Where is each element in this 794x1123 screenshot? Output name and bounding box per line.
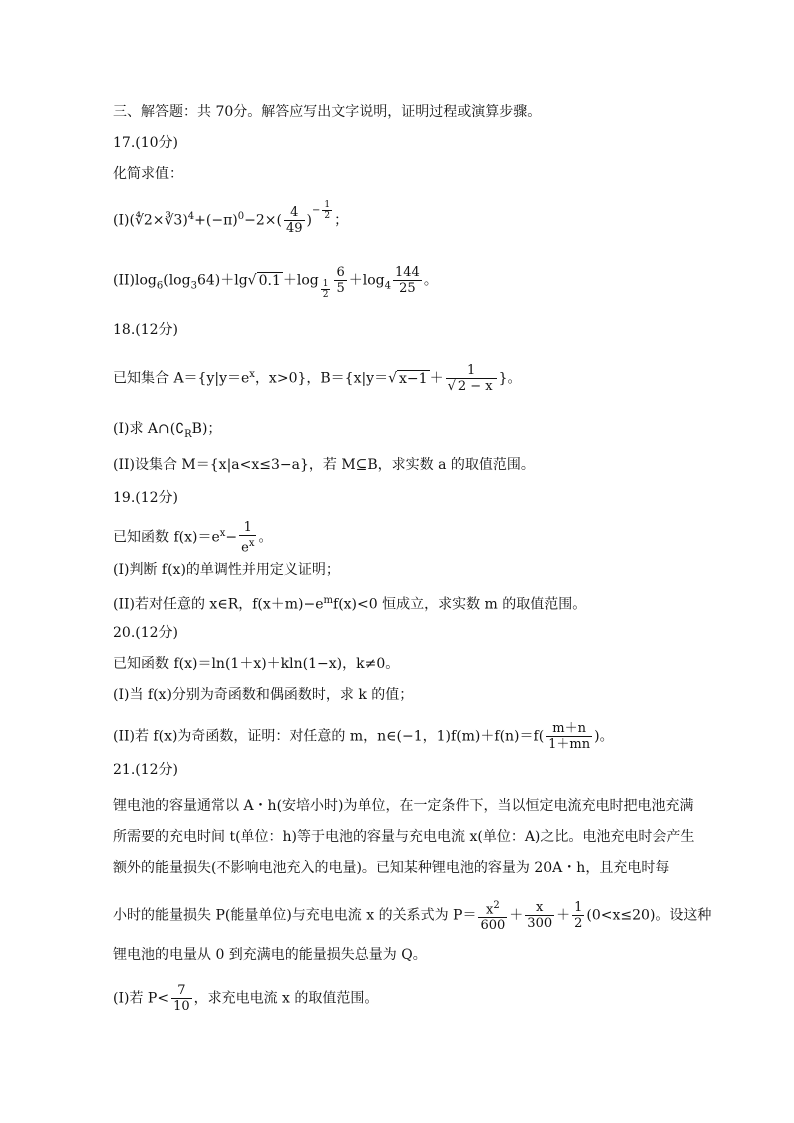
- q21-para2-b: (0<x≤20)。设这种: [586, 907, 712, 924]
- q21-para3: 锂电池的电量从 0 到充满电的能量损失总量为 Q。: [113, 947, 427, 963]
- q18-stem-a: 已知集合 A＝{y|y＝e: [113, 370, 250, 387]
- q21-plus2: ＋: [556, 907, 571, 924]
- q17-neg: −: [312, 204, 321, 216]
- q17-part2-end: 。: [423, 272, 438, 289]
- q18-stem-end: }。: [498, 370, 522, 387]
- frac-numerator: 1: [239, 520, 256, 536]
- frac-denominator: 10: [173, 999, 190, 1014]
- q21-paragraph: 锂电池的容量通常以 A・h(安培小时)为单位，在一定条件下，当以恒定电流充电时把电池充满所需要的充电时间 t(单位：h)等于电池的容量与充电电流 x(单位：A)之比。电池充电时会产生额外的能量损失(不影响电池充入的电量)。已知某种锂电池的容量为 20A・h，且充电时每: [113, 798, 695, 876]
- frac-denominator: 2: [322, 289, 329, 300]
- q19-number: 19.(12分): [113, 490, 179, 506]
- q21-para2-a: 小时的能量损失 P(能量单位)与充电电流 x 的关系式为 P＝: [113, 907, 477, 924]
- q17-exp-half: [322, 200, 332, 221]
- q17-part1-end: ；: [334, 212, 349, 229]
- q18-number: 18.(12分): [113, 322, 179, 338]
- q17-part2-label: (II): [113, 272, 135, 289]
- q19-stem: [113, 520, 272, 555]
- frac-numerator: 1: [324, 199, 331, 210]
- frac-denominator: 5: [336, 281, 345, 296]
- q21-frac2: [525, 900, 554, 931]
- q18-part1: [113, 419, 221, 445]
- q20-part2-end: )。: [594, 728, 614, 745]
- q19-part2-b: f(x)<0 恒成立，求实数 m 的取值范围。: [333, 596, 587, 613]
- q18-part1-sub: R: [184, 428, 192, 440]
- q19-stem-x: x: [219, 528, 226, 540]
- q21-p1-exp: 2: [493, 900, 500, 911]
- q19-f-den-x: x: [248, 538, 255, 549]
- q17-radicand: 0.1: [258, 272, 281, 289]
- frac-denominator: 25: [399, 281, 416, 296]
- frac-numerator: x: [525, 900, 554, 916]
- q20-stem: 已知函数 f(x)＝ln(1＋x)＋kln(1−x)，k≠0。: [113, 656, 400, 672]
- q18-part1-a: (I)求 A∩(∁: [113, 421, 185, 437]
- q19-part1: (I)判断 f(x)的单调性并用定义证明；: [113, 562, 340, 578]
- q19-f-den: e: [241, 540, 249, 556]
- q21-number: 21.(12分): [113, 762, 179, 778]
- q19-stem-a: 已知函数 f(x)＝e: [113, 529, 220, 546]
- q17-part1-label: (I): [113, 212, 130, 229]
- section-header: 三、解答题：共 70分。解答应写出文字说明，证明过程或演算步骤。: [113, 104, 542, 120]
- q17-plus-log: ＋log: [282, 272, 319, 289]
- q17-part1: [113, 199, 349, 236]
- frac-numerator: 7: [171, 983, 192, 999]
- q17-close2: ): [306, 212, 312, 229]
- q18-frac: [446, 363, 497, 394]
- q17-sub3: 3: [190, 280, 197, 292]
- q17-log-base-half: [321, 279, 331, 300]
- q17-root4: ∜2: [134, 212, 153, 229]
- q17-part1-open: (: [129, 212, 135, 229]
- q17-mid: +(−π): [194, 212, 238, 229]
- q19-part2: [113, 591, 586, 615]
- q17-frac-4-49: [284, 205, 305, 236]
- q17-inner: (log: [163, 272, 191, 289]
- q18-part2: (II)设集合 M＝{x|a<x≤3−a}，若 M⊆B，求实数 a 的取值范围。: [113, 457, 535, 473]
- q19-part2-m: m: [323, 595, 334, 606]
- q20-part2: [113, 721, 614, 752]
- q17-minus2: −2×(: [244, 212, 282, 229]
- radical-sign: √: [447, 379, 456, 394]
- frac-denominator: 300: [527, 916, 553, 932]
- frac-numerator: 144: [395, 265, 420, 280]
- q17-exp: 4: [187, 210, 195, 222]
- frac-denominator: 2: [574, 916, 583, 932]
- q21-power-formula: [113, 898, 711, 933]
- q21-part1-b: ，求充电电流 x 的取值范围。: [193, 990, 379, 1007]
- q21-frac3: [572, 900, 584, 931]
- q17-radical: √: [247, 272, 257, 289]
- frac-numerator: 6: [336, 265, 345, 280]
- q20-number: 20.(12分): [113, 625, 179, 641]
- q21-part1-a: (I)若 P<: [113, 990, 170, 1007]
- frac-numerator: 1: [574, 900, 583, 916]
- q19-part2-a: (II)若对任意的 x∈R，f(x＋m)−e: [113, 596, 324, 613]
- q17-sub4: 4: [384, 280, 391, 292]
- q20-part1: (I)当 f(x)分别为奇函数和偶函数时，求 k 的值；: [113, 687, 414, 703]
- q18-rad1: x−1: [399, 370, 428, 387]
- q18-f-den: 2 − x: [457, 379, 493, 394]
- frac-denominator: [239, 536, 256, 555]
- frac-numerator: [478, 898, 507, 918]
- q17-number: 17.(10分): [113, 135, 179, 151]
- q20-part2-a: (II)若 f(x)为奇函数，证明：对任意的 m，n∈(−1，1)f(m)＋f(n)＝f(: [113, 728, 545, 745]
- q17-close: ): [182, 212, 188, 229]
- radical-sign: √: [388, 370, 398, 387]
- q17-times: ×: [152, 212, 165, 229]
- frac-denominator: 2: [324, 210, 331, 221]
- q17-plus-log4: ＋log: [348, 272, 385, 289]
- frac-denominator: 1＋mn: [548, 737, 591, 752]
- q19-stem-b: −: [225, 529, 238, 546]
- q17-inner2: 64)＋lg: [196, 272, 248, 289]
- q17-log6: log: [134, 272, 157, 289]
- frac-numerator: m＋n: [546, 721, 592, 737]
- q17-part2: [113, 265, 438, 300]
- frac-numerator: 4: [284, 205, 305, 221]
- q18-stem-x: x: [249, 368, 255, 380]
- frac-denominator: 600: [480, 918, 506, 934]
- q18-plus: ＋: [429, 370, 444, 387]
- q17-prompt: 化简求值：: [113, 166, 183, 182]
- q17-frac-6-5: [334, 265, 346, 296]
- frac-numerator: 1: [322, 278, 329, 289]
- q21-frac1: [478, 898, 507, 933]
- q17-frac-144-25: [393, 265, 422, 296]
- q21-part1: [113, 983, 378, 1014]
- q17-sub6: 6: [156, 280, 164, 292]
- q21-p1-num: x: [486, 902, 494, 918]
- frac-denominator: 49: [285, 221, 303, 236]
- q17-root3: ∛3: [164, 212, 183, 229]
- q18-stem-b: ，x>0}，B＝{x|y＝: [254, 370, 389, 387]
- q21-frac-7-10: [171, 983, 192, 1014]
- q19-frac: [239, 520, 256, 555]
- frac-denominator: [446, 379, 497, 394]
- q18-stem: [113, 363, 522, 394]
- frac-numerator: 1: [446, 363, 497, 379]
- q21-plus1: ＋: [509, 907, 524, 924]
- q18-part1-b: B)；: [191, 421, 222, 437]
- q19-stem-end: 。: [258, 529, 273, 546]
- q20-frac: [546, 721, 592, 752]
- q17-exp0: 0: [237, 210, 245, 222]
